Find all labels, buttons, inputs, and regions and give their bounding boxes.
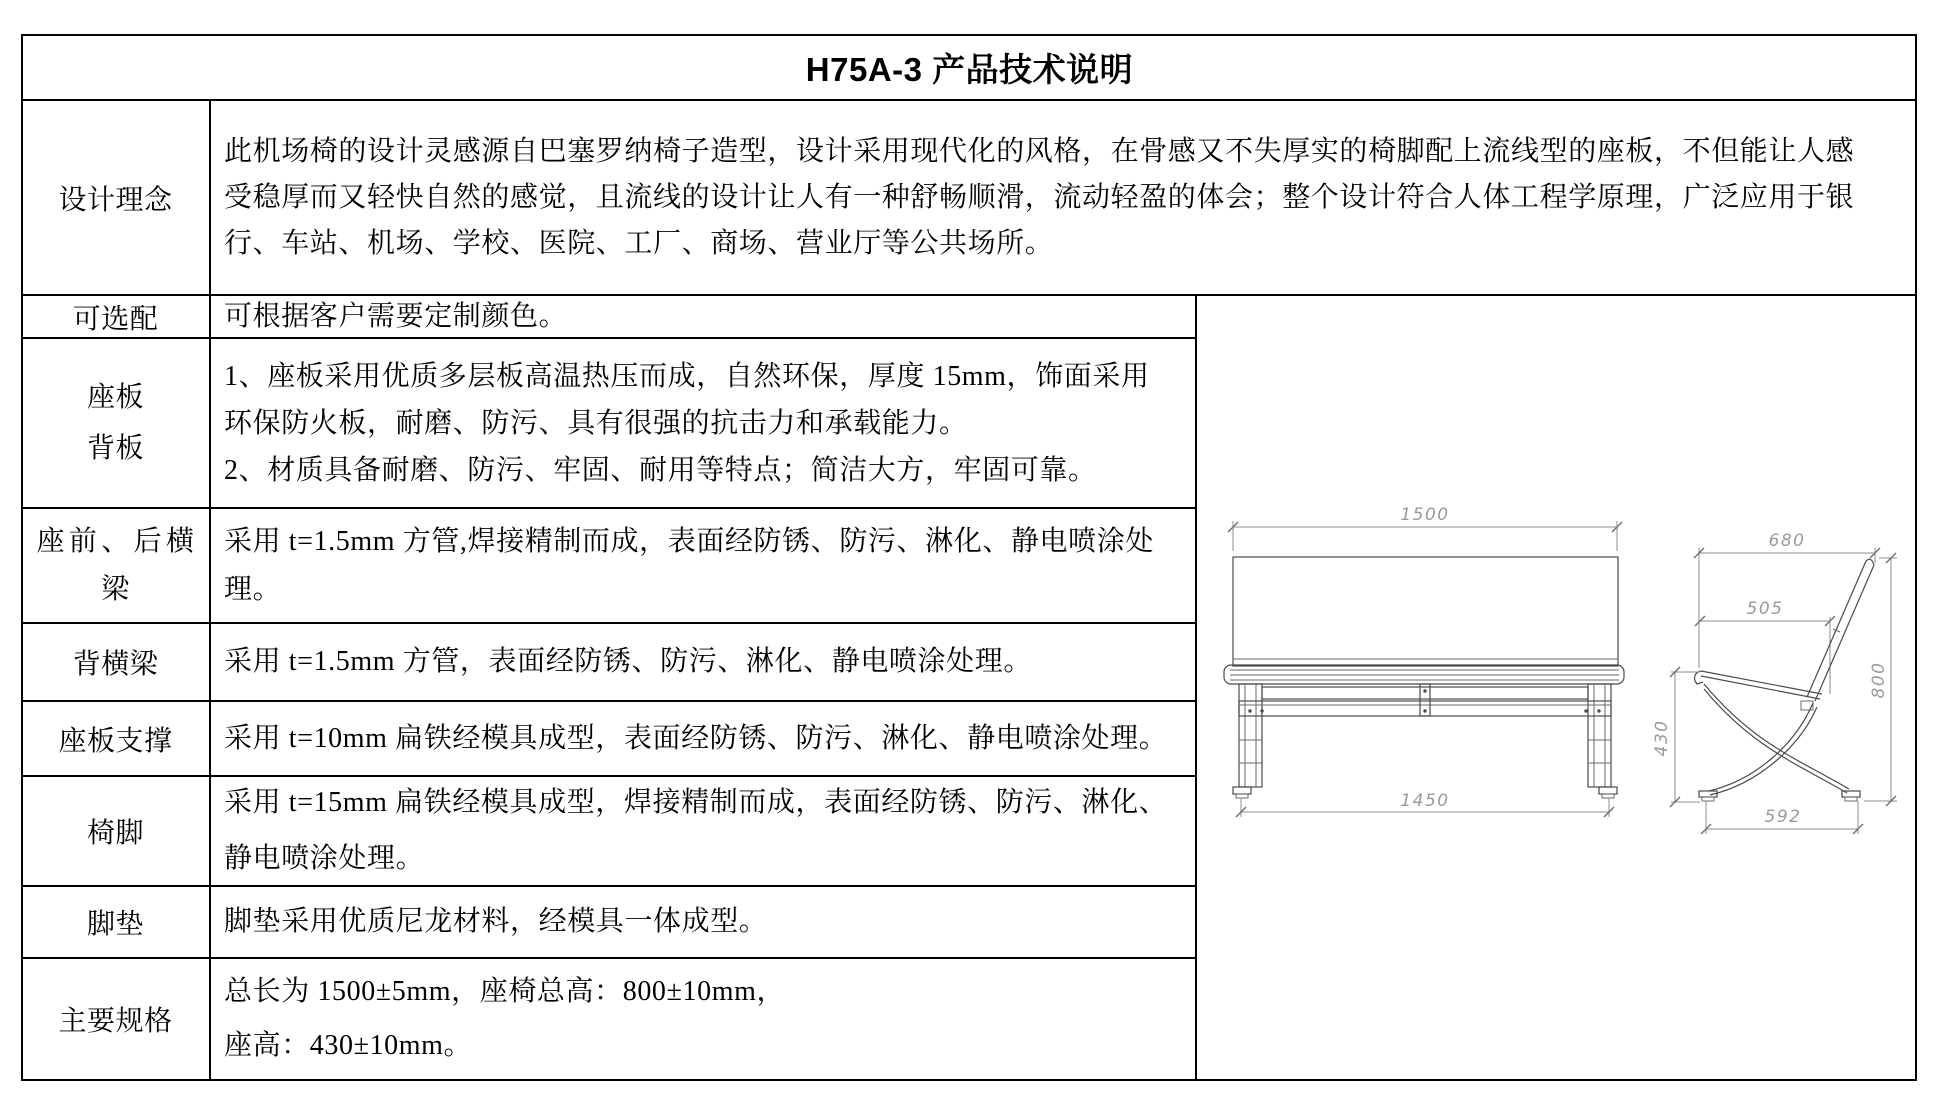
row-label-line: 设计理念 — [58, 184, 173, 216]
row-label-line: 座前、后横 — [36, 525, 195, 557]
row-label-main-spec — [22, 958, 209, 1080]
row-content-foot-pad — [211, 886, 1195, 958]
title-row — [22, 35, 1917, 100]
content-line: 采用 t=15mm 扁铁经模具成型，焊接精制而成，表面经防锈、防污、淋化、 — [224, 787, 1168, 818]
content-line: 总长为 1500±5mm，座椅总高：800±10mm， — [224, 976, 786, 1007]
row-label-seat-back-panel — [22, 338, 209, 508]
row-label-line: 背横梁 — [72, 649, 159, 680]
front-view-drawing — [1224, 505, 1624, 817]
content-line: 采用 t=10mm 扁铁经模具成型，表面经防锈、防污、淋化、静电喷涂处理。 — [224, 722, 1168, 754]
dimension-592 — [1701, 801, 1863, 834]
side-view-drawing — [1652, 531, 1897, 834]
content-line: 环保防火板，耐磨、防污、具有很强的抗击力和承载能力。 — [224, 407, 968, 439]
row-label-front-rear-beam — [22, 508, 209, 623]
dimension-1500 — [1228, 505, 1622, 551]
row-content-design-concept — [211, 100, 1917, 295]
row-label-foot-pad — [22, 886, 209, 958]
dim-label-front-width: 1500 — [1400, 505, 1450, 525]
row-content-main-spec — [211, 958, 1195, 1080]
dim-label-side-top: 680 — [1768, 531, 1806, 551]
dimension-680 — [1694, 531, 1880, 668]
row-label-back-beam — [22, 623, 209, 701]
content-line: 静电喷涂处理。 — [224, 843, 425, 874]
row-label-optional — [22, 295, 209, 338]
row-content-front-rear-beam — [211, 508, 1195, 623]
row-label-design-concept — [22, 100, 209, 295]
content-line: 脚垫采用优质尼龙材料，经模具一体成型。 — [224, 906, 768, 937]
row-label-seat-support — [22, 701, 209, 776]
row-label-line: 座板支撑 — [58, 725, 173, 757]
row-content-back-beam — [211, 623, 1195, 701]
row-label-line: 脚垫 — [86, 909, 144, 940]
row-content-seat-back-panel — [211, 338, 1195, 508]
content-line: 可根据客户需要定制颜色。 — [224, 300, 568, 332]
content-line: 理。 — [224, 573, 282, 605]
dim-label-front-base: 1450 — [1400, 791, 1450, 811]
page-title: H75A-3 产品技术说明 — [805, 51, 1134, 88]
row-label-line: 主要规格 — [58, 1006, 173, 1037]
content-line: 座高：430±10mm。 — [224, 1030, 473, 1061]
dimension-800 — [1864, 553, 1897, 806]
dimension-430 — [1652, 667, 1700, 807]
content-line: 采用 t=1.5mm 方管，表面经防锈、防污、淋化、静电喷涂处理。 — [224, 646, 1032, 677]
dimension-1450 — [1236, 791, 1614, 817]
dim-label-seat-height: 430 — [1652, 719, 1672, 757]
dim-label-side-height: 800 — [1869, 661, 1889, 699]
row-content-seat-support — [211, 701, 1195, 776]
row-label-line: 座板 — [86, 382, 144, 413]
row-content-chair-leg — [211, 776, 1195, 886]
content-line: 受稳厚而又轻快自然的感觉，且流线的设计让人有一种舒畅顺滑，流动轻盈的体会；整个设计符合人体工程学原理，广泛应用于银 — [224, 181, 1855, 213]
technical-drawing — [1195, 295, 1917, 1081]
row-label-line: 梁 — [101, 573, 130, 605]
dim-label-seat-depth: 505 — [1746, 599, 1784, 619]
row-label-line: 可选配 — [72, 303, 159, 335]
content-line: 1、座板采用优质多层板高温热压而成，自然环保，厚度 15mm，饰面采用 — [224, 360, 1150, 392]
row-label-chair-leg — [22, 776, 209, 886]
content-line: 此机场椅的设计灵感源自巴塞罗纳椅子造型，设计采用现代化的风格，在骨感又不失厚实的椅脚配上流线型的座板，不但能让人感 — [224, 135, 1855, 167]
content-line: 2、材质具备耐磨、防污、牢固、耐用等特点；简洁大方，牢固可靠。 — [224, 454, 1097, 486]
row-label-line: 背板 — [86, 433, 144, 464]
content-line: 行、车站、机场、学校、医院、工厂、商场、营业厅等公共场所。 — [224, 227, 1054, 259]
row-content-optional — [211, 295, 1195, 338]
dim-label-side-base: 592 — [1764, 807, 1802, 827]
row-label-line: 椅脚 — [86, 818, 144, 849]
content-line: 采用 t=1.5mm 方管,焊接精制而成，表面经防锈、防污、淋化、静电喷涂处 — [224, 525, 1154, 557]
